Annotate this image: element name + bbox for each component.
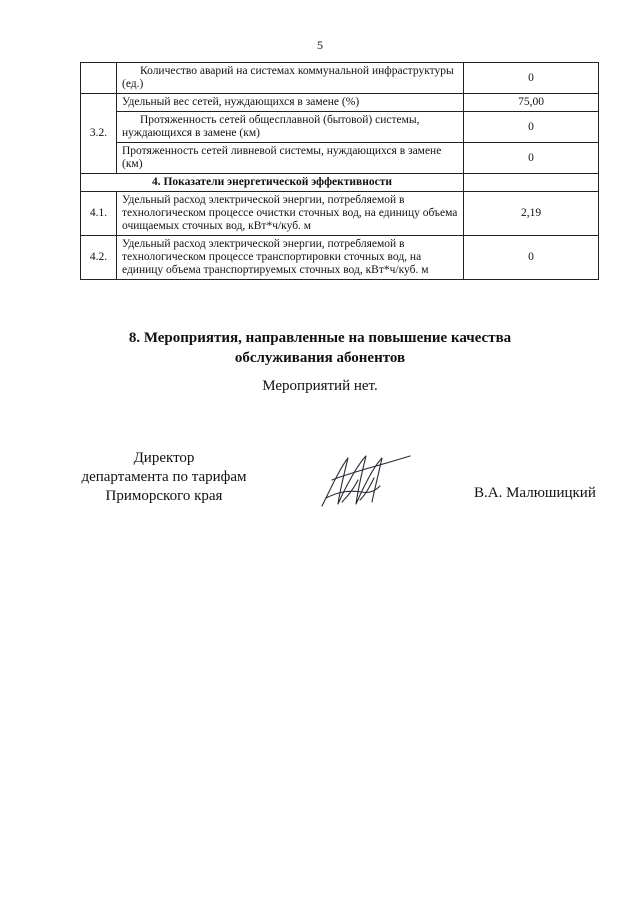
row-value: 2,19 xyxy=(464,192,599,236)
row-number: 4.2. xyxy=(81,236,117,280)
table-row xyxy=(81,63,599,94)
table-row xyxy=(81,94,599,112)
row-value: 0 xyxy=(464,63,599,94)
position-line: департамента по тарифам xyxy=(81,469,247,485)
heading-line: 8. Мероприятия, направленные на повышение качества xyxy=(128,330,512,346)
row-description: Удельный расход электрической энергии, потребляемой в технологическом процессе очистки сточных вод, на единицу объема очищаемых сточных вод, кВт*ч/куб. м xyxy=(117,192,464,236)
indicators-table xyxy=(80,62,599,280)
row-number xyxy=(81,63,117,94)
section-title: 4. Показатели энергетической эффективности xyxy=(81,174,464,192)
row-description: Протяженность сетей общесплавной (бытовой) системы, нуждающихся в замене (км) xyxy=(117,112,464,143)
row-description: Количество аварий на системах коммунальной инфраструктуры (ед.) xyxy=(117,63,464,94)
row-value: 0 xyxy=(464,143,599,174)
position-line: Приморского края xyxy=(105,488,223,504)
row-value: 0 xyxy=(464,236,599,280)
row-description: Протяженность сетей ливневой системы, нуждающихся в замене (км) xyxy=(117,143,464,174)
position-line: Директор xyxy=(133,450,195,466)
handwritten-signature xyxy=(318,450,418,512)
page-number: 5 xyxy=(317,38,323,52)
table-row xyxy=(81,112,599,143)
section-empty-cell xyxy=(464,174,599,192)
section-heading xyxy=(0,328,640,368)
no-measures-statement: Мероприятий нет. xyxy=(262,378,378,394)
row-value: 75,00 xyxy=(464,94,599,112)
signer-name: В.А. Малюшицкий xyxy=(474,485,596,501)
table-row xyxy=(81,236,599,280)
section-row xyxy=(81,174,599,192)
row-description: Удельный расход электрической энергии, потребляемой в технологическом процессе транспортировки сточных вод, на единицу объема транспортируемых сточных вод, кВт*ч/куб. м xyxy=(117,236,464,280)
row-number: 3.2. xyxy=(81,94,117,174)
row-description: Удельный вес сетей, нуждающихся в замене (%) xyxy=(117,94,464,112)
row-number: 4.1. xyxy=(81,192,117,236)
table-row xyxy=(81,143,599,174)
signatory-position xyxy=(54,449,274,506)
heading-line: обслуживания абонентов xyxy=(234,350,406,366)
table-row xyxy=(81,192,599,236)
row-value: 0 xyxy=(464,112,599,143)
